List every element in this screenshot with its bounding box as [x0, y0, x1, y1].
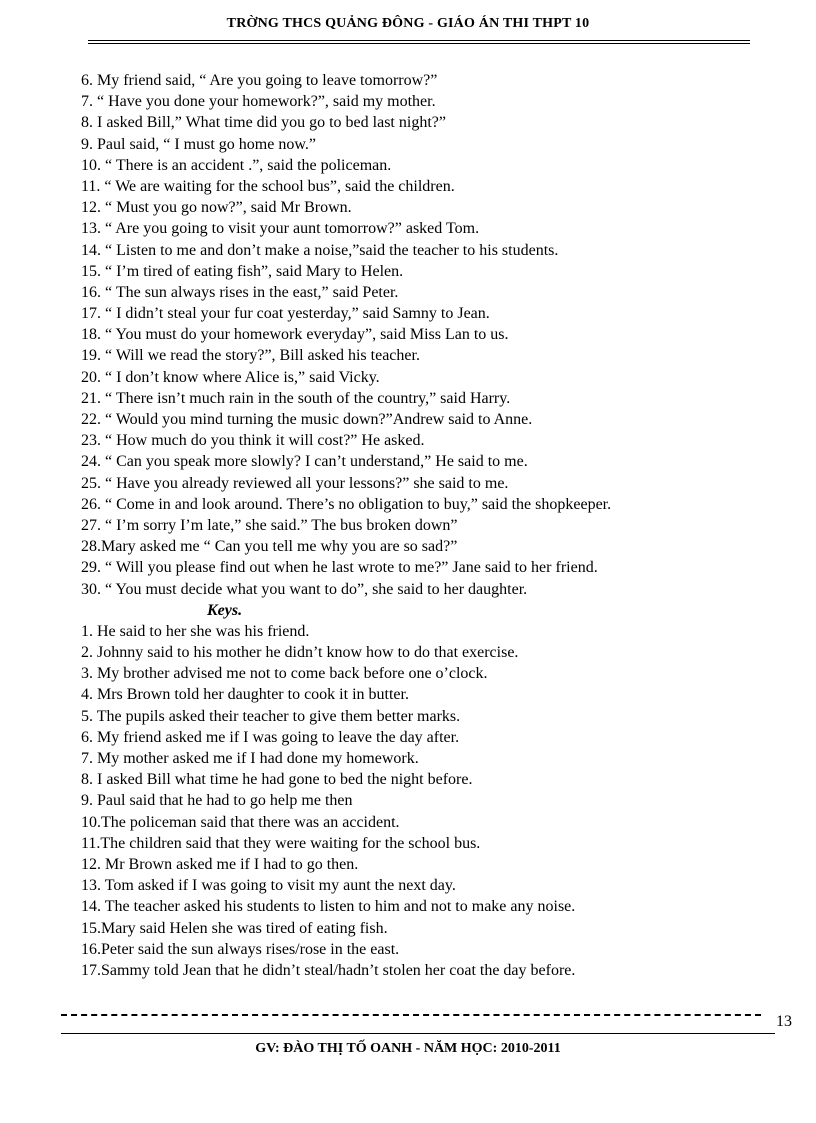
- header-rule-top: [88, 40, 750, 41]
- exercise-item: 12. “ Must you go now?”, said Mr Brown.: [81, 199, 352, 217]
- exercise-item: 11. “ We are waiting for the school bus”, said the children.: [81, 177, 455, 195]
- key-item: 4. Mrs Brown told her daughter to cook it in butter.: [81, 686, 409, 704]
- exercise-item: 13. “ Are you going to visit your aunt tomorrow?” asked Tom.: [81, 220, 480, 238]
- page-header: TRỜNG THCS QUẢNG ĐÔNG - GIÁO ÁN THI THPT 10: [226, 16, 590, 31]
- exercise-item: 16. “ The sun always rises in the east,” said Peter.: [81, 283, 399, 301]
- exercise-item: 10. “ There is an accident .”, said the policeman.: [81, 156, 392, 174]
- key-item: 11.The children said that they were waiting for the school bus.: [81, 834, 481, 852]
- key-item: 7. My mother asked me if I had done my homework.: [81, 750, 419, 767]
- key-item: 1. He said to her she was his friend.: [81, 622, 310, 640]
- exercise-item: 30. “ You must decide what you want to do”, she said to her daughter.: [81, 580, 528, 598]
- page-number: 13: [776, 1013, 792, 1030]
- keys-list: [81, 621, 761, 981]
- key-item: 8. I asked Bill what time he had gone to bed the night before.: [81, 771, 473, 789]
- exercise-item: 25. “ Have you already reviewed all your lessons?” she said to me.: [81, 474, 509, 492]
- exercise-item: 14. “ Listen to me and don’t make a noise,”said the teacher to his students.: [81, 241, 559, 259]
- key-item: 5. The pupils asked their teacher to give them better marks.: [81, 707, 461, 725]
- footer-teacher: GV: ĐÀO THỊ TỐ OANH - NĂM HỌC: 2010-2011: [255, 1041, 561, 1056]
- key-item: 6. My friend asked me if I was going to leave the day after.: [81, 728, 460, 746]
- exercise-item: 28.Mary asked me “ Can you tell me why you are so sad?”: [81, 538, 458, 556]
- document-body: [81, 70, 761, 981]
- exercise-list: [81, 70, 761, 600]
- exercise-item: 29. “ Will you please find out when he last wrote to me?” Jane said to her friend.: [81, 559, 598, 577]
- exercise-item: 19. “ Will we read the story?”, Bill asked his teacher.: [81, 347, 420, 365]
- key-item: 12. Mr Brown asked me if I had to go then.: [81, 855, 359, 873]
- exercise-item: 21. “ There isn’t much rain in the south of the country,” said Harry.: [81, 389, 511, 407]
- footer-rule: [61, 1033, 775, 1034]
- key-item: 17.Sammy told Jean that he didn’t steal/hadn’t stolen her coat the day before.: [81, 961, 576, 979]
- key-item: 9. Paul said that he had to go help me then: [81, 792, 353, 810]
- key-item: 16.Peter said the sun always rises/rose in the east.: [81, 940, 400, 958]
- exercise-item: 18. “ You must do your homework everyday”, said Miss Lan to us.: [81, 326, 509, 344]
- keys-heading: Keys.: [207, 601, 243, 619]
- key-item: 13. Tom asked if I was going to visit my aunt the next day.: [81, 877, 456, 895]
- exercise-item: 8. I asked Bill,” What time did you go to bed last night?”: [81, 114, 446, 132]
- exercise-item: 27. “ I’m sorry I’m late,” she said.” The bus broken down”: [81, 516, 458, 534]
- exercise-item: 24. “ Can you speak more slowly? I can’t understand,” He said to me.: [81, 453, 528, 471]
- exercise-item: 17. “ I didn’t steal your fur coat yesterday,” said Samny to Jean.: [81, 305, 490, 323]
- header-rule-bottom: [88, 43, 750, 44]
- key-item: 10.The policeman said that there was an accident.: [81, 813, 400, 831]
- key-item: 2. Johnny said to his mother he didn’t know how to do that exercise.: [81, 644, 519, 662]
- exercise-item: 22. “ Would you mind turning the music down?”Andrew said to Anne.: [81, 411, 533, 428]
- exercise-item: 26. “ Come in and look around. There’s no obligation to buy,” said the shopkeeper.: [81, 495, 612, 513]
- key-item: 3. My brother advised me not to come back before one o’clock.: [81, 665, 488, 683]
- exercise-item: 6. My friend said, “ Are you going to leave tomorrow?”: [81, 72, 438, 89]
- key-item: 15.Mary said Helen she was tired of eating fish.: [81, 919, 388, 937]
- exercise-item: 9. Paul said, “ I must go home now.”: [81, 135, 316, 153]
- exercise-item: 15. “ I’m tired of eating fish”, said Mary to Helen.: [81, 262, 404, 280]
- footer-dashed-rule: [61, 1014, 761, 1024]
- exercise-item: 20. “ I don’t know where Alice is,” said Vicky.: [81, 368, 380, 386]
- key-item: 14. The teacher asked his students to listen to him and not to make any noise.: [81, 898, 576, 916]
- exercise-item: 23. “ How much do you think it will cost?” He asked.: [81, 432, 425, 450]
- exercise-item: 7. “ Have you done your homework?”, said my mother.: [81, 93, 436, 111]
